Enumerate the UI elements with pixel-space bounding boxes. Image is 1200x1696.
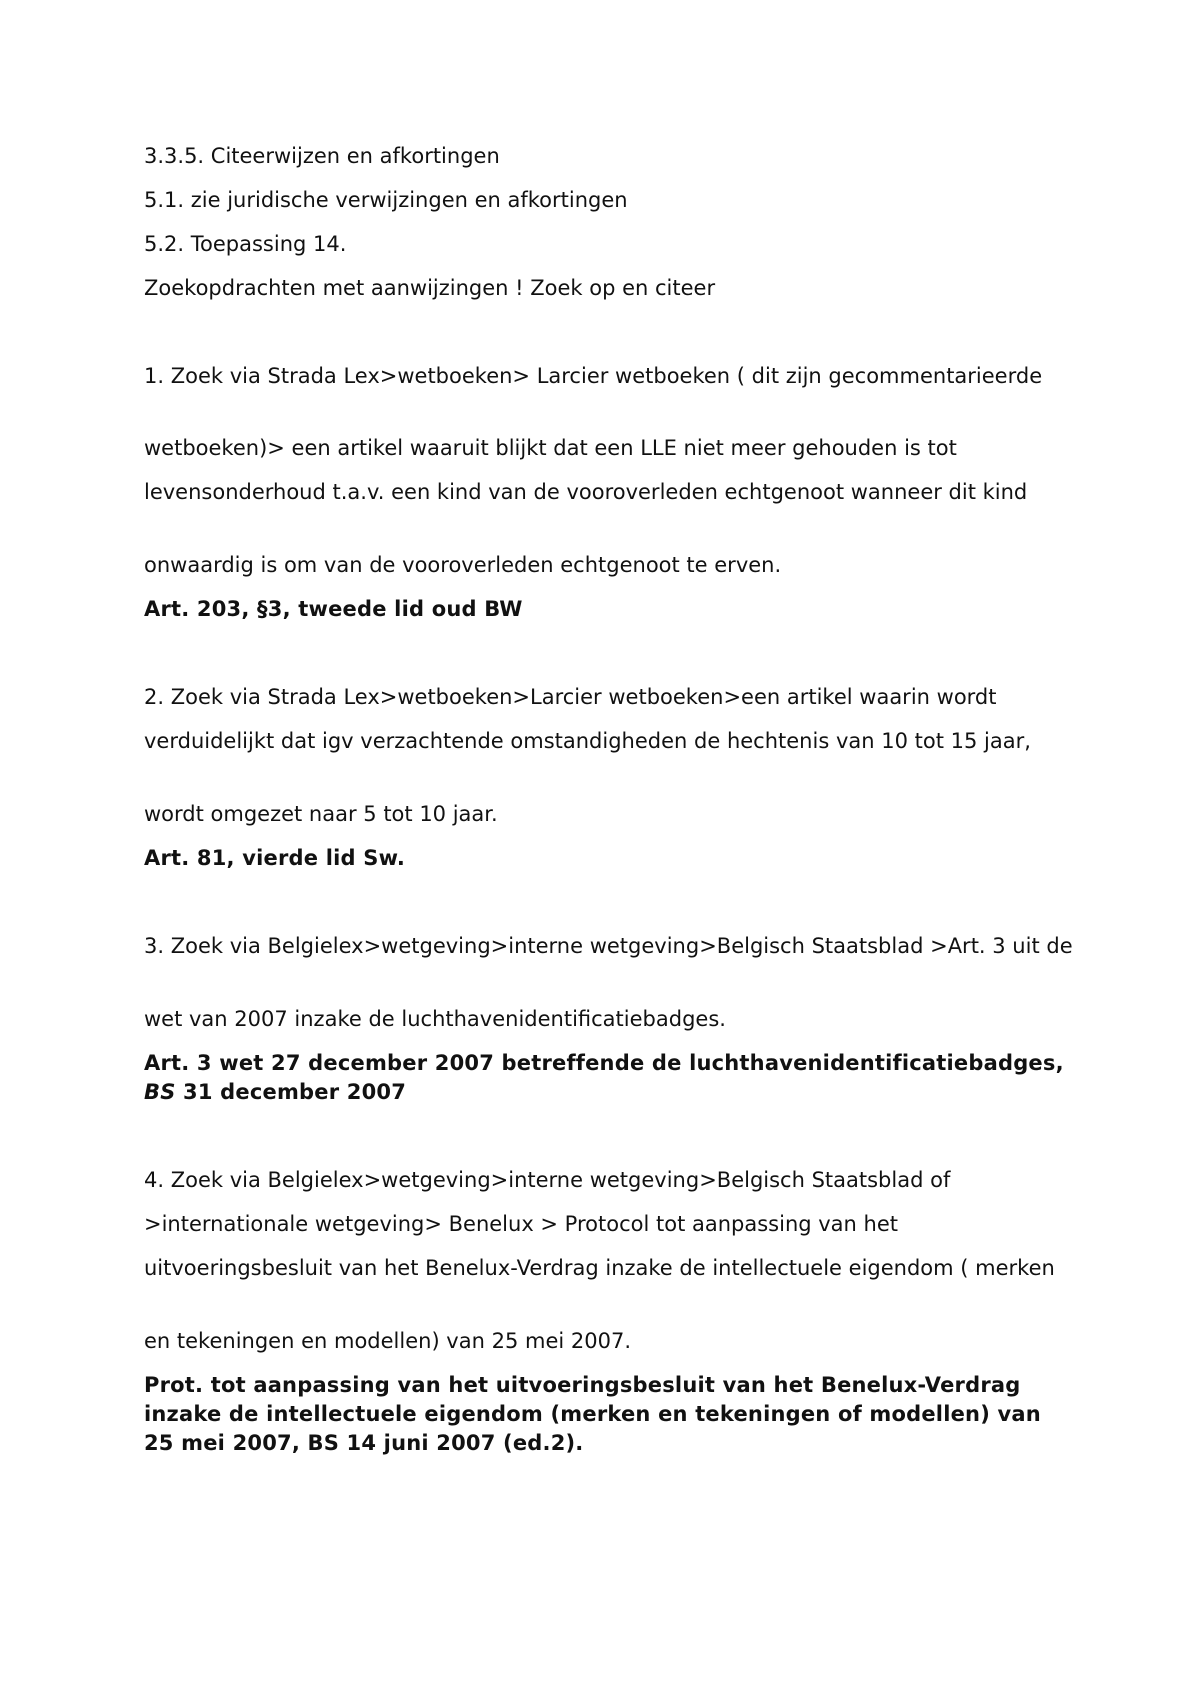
- q3-line-2: wet van 2007 inzake de luchthavenidentificatiebadges.: [144, 1007, 726, 1031]
- q1-line-2: wetboeken)> een artikel waaruit blijkt dat een LLE niet meer gehouden is tot: [144, 436, 957, 460]
- q2-line-2: verduidelijkt dat igv verzachtende omstandigheden de hechtenis van 10 tot 15 jaar,: [144, 729, 1031, 753]
- q3-line-1: 3. Zoek via Belgielex>wetgeving>interne wetgeving>Belgisch Staatsblad >Art. 3 uit de: [144, 934, 1073, 958]
- q4-line-2: >internationale wetgeving> Benelux > Protocol tot aanpassing van het: [144, 1212, 899, 1236]
- q1-answer: Art. 203, §3, tweede lid oud BW: [144, 597, 523, 621]
- subsection-2: 5.2. Toepassing 14.: [144, 232, 347, 256]
- q1-line-1: 1. Zoek via Strada Lex>wetboeken> Larcier wetboeken ( dit zijn gecommentarieerde: [144, 364, 1043, 388]
- q3-answer: [144, 1049, 1074, 1107]
- q4-line-4: en tekeningen en modellen) van 25 mei 2007.: [144, 1329, 631, 1353]
- q4-answer: Prot. tot aanpassing van het uitvoeringsbesluit van het Benelux-Verdrag inzake de intellectuele eigendom (merken en tekeningen of modellen) van 25 mei 2007, BS 14 juni 2007 (ed.2).: [144, 1373, 1041, 1455]
- q2-answer: Art. 81, vierde lid Sw.: [144, 846, 406, 870]
- q1-line-3: levensonderhoud t.a.v. een kind van de vooroverleden echtgenoot wanneer dit kind: [144, 480, 1028, 504]
- q2-line-3: wordt omgezet naar 5 tot 10 jaar.: [144, 802, 498, 826]
- q2-line-1: 2. Zoek via Strada Lex>wetboeken>Larcier wetboeken>een artikel waarin wordt: [144, 685, 997, 709]
- section-title: 3.3.5. Citeerwijzen en afkortingen: [144, 144, 500, 168]
- subsection-1: 5.1. zie juridische verwijzingen en afkortingen: [144, 188, 628, 212]
- q3-answer-italic: BS: [144, 1080, 176, 1104]
- q4-line-3: uitvoeringsbesluit van het Benelux-Verdrag inzake de intellectuele eigendom ( merken: [144, 1256, 1055, 1280]
- q3-answer-date: 31 december 2007: [175, 1080, 407, 1104]
- q1-line-4: onwaardig is om van de vooroverleden echtgenoot te erven.: [144, 553, 782, 577]
- intro-text: Zoekopdrachten met aanwijzingen ! Zoek op en citeer: [144, 276, 716, 300]
- q3-answer-text: Art. 3 wet 27 december 2007 betreffende de luchthavenidentificatiebadges,: [144, 1051, 1064, 1075]
- q4-line-1: 4. Zoek via Belgielex>wetgeving>interne wetgeving>Belgisch Staatsblad of: [144, 1168, 951, 1192]
